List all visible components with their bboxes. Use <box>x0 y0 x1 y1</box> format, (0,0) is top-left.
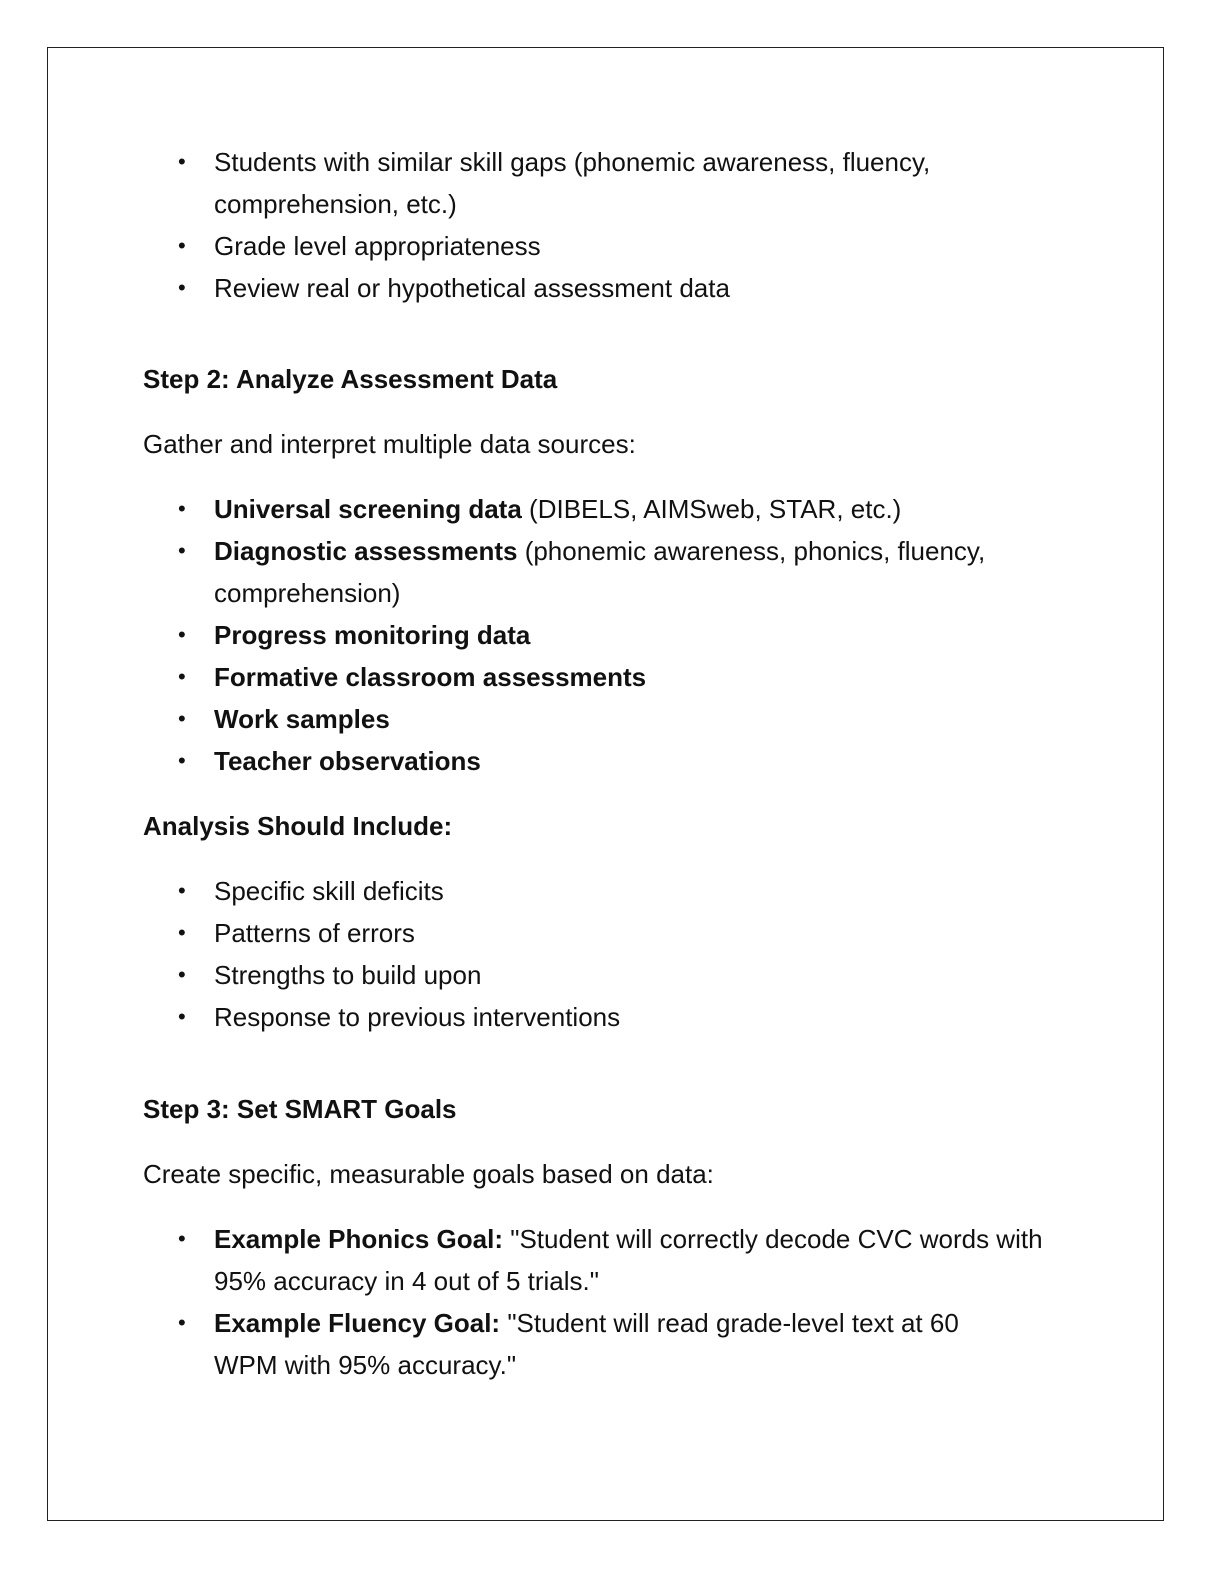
list-item-bold: Example Fluency Goal: <box>214 1308 501 1338</box>
list-item <box>178 614 1073 656</box>
list-item-text: (phonemic awareness, phonics, fluency, comprehension) <box>214 536 986 608</box>
list-item-text: Response to previous interventions <box>214 1002 621 1032</box>
list-item-text: Strengths to build upon <box>214 960 482 990</box>
list-item <box>178 530 1054 614</box>
list-item <box>178 912 1073 954</box>
list-item <box>178 698 1073 740</box>
list-item <box>178 870 1073 912</box>
list-item-bold: Work samples <box>214 704 390 734</box>
bullet-icon: • <box>178 622 186 647</box>
analysis-list <box>143 870 1073 1038</box>
list-item <box>178 740 1073 782</box>
list-item <box>178 141 1014 225</box>
bullet-icon: • <box>178 706 186 731</box>
bullet-icon: • <box>178 664 186 689</box>
list-item <box>178 1302 1024 1386</box>
list-item-bold: Teacher observations <box>214 746 481 776</box>
list-item-text: Specific skill deficits <box>214 876 444 906</box>
list-item-text: Students with similar skill gaps (phonemic awareness, fluency, comprehension, etc.) <box>214 147 931 219</box>
bullet-icon: • <box>178 275 186 300</box>
goals-list <box>143 1218 1073 1386</box>
list-item-text: Patterns of errors <box>214 918 415 948</box>
bullet-icon: • <box>178 149 186 174</box>
list-item <box>178 954 1073 996</box>
list-item-bold: Universal screening data <box>214 494 522 524</box>
list-item-text: Review real or hypothetical assessment data <box>214 273 730 303</box>
list-item-text: "Student will correctly decode CVC words with 95% accuracy in 4 out of 5 trials." <box>214 1224 1043 1296</box>
list-item <box>178 267 1073 309</box>
list-item-bold: Formative classroom assessments <box>214 662 647 692</box>
bullet-icon: • <box>178 878 186 903</box>
bullet-icon: • <box>178 496 186 521</box>
step3-heading: Step 3: Set SMART Goals <box>143 1094 457 1124</box>
step3-intro: Create specific, measurable goals based on data: <box>143 1159 714 1189</box>
step2-intro: Gather and interpret multiple data sources: <box>143 429 636 459</box>
analysis-heading: Analysis Should Include: <box>143 811 453 841</box>
bullet-icon: • <box>178 538 186 563</box>
intro-list <box>143 141 1073 309</box>
bullet-icon: • <box>178 1226 186 1251</box>
bullet-icon: • <box>178 233 186 258</box>
list-item-bold: Example Phonics Goal: <box>214 1224 503 1254</box>
bullet-icon: • <box>178 920 186 945</box>
step2-heading: Step 2: Analyze Assessment Data <box>143 364 558 394</box>
list-item <box>178 656 1073 698</box>
bullet-icon: • <box>178 1310 186 1335</box>
bullet-icon: • <box>178 748 186 773</box>
list-item <box>178 488 1073 530</box>
bullet-icon: • <box>178 1004 186 1029</box>
list-item <box>178 225 1073 267</box>
bullet-icon: • <box>178 962 186 987</box>
list-item-text: Grade level appropriateness <box>214 231 541 261</box>
list-item-bold: Progress monitoring data <box>214 620 531 650</box>
list-item-text: "Student will read grade-level text at 60 WPM with 95% accuracy." <box>214 1308 959 1380</box>
list-item <box>178 1218 1054 1302</box>
data-sources-list <box>143 488 1073 782</box>
list-item-bold: Diagnostic assessments <box>214 536 518 566</box>
document-body <box>143 141 1073 1386</box>
list-item <box>178 996 1073 1038</box>
list-item-text: (DIBELS, AIMSweb, STAR, etc.) <box>521 494 902 524</box>
